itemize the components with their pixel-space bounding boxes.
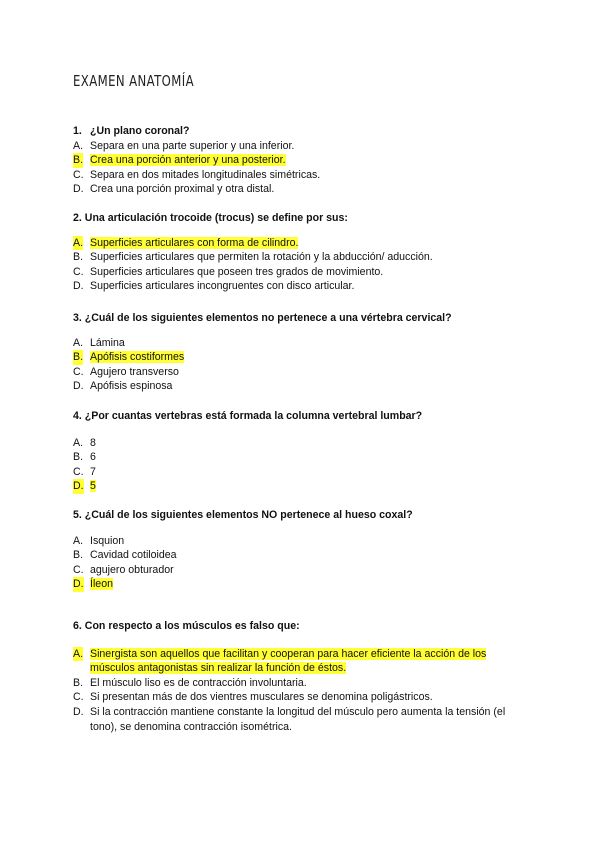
option-text: Crea una porción proximal y otra distal. bbox=[90, 183, 275, 196]
option-text: Isquion bbox=[90, 534, 125, 547]
option-text: Si la contracción mantiene constante la longitud del músculo pero aumenta la tensión (el tono), se denomina contracción isométrica. bbox=[90, 706, 506, 733]
option-a bbox=[73, 236, 533, 251]
option-text: Apófisis espinosa bbox=[90, 380, 173, 393]
option-letter: A. bbox=[73, 336, 84, 349]
question-3 bbox=[73, 311, 533, 394]
option-letter: D. bbox=[73, 578, 84, 591]
option-a bbox=[73, 336, 533, 351]
option-d bbox=[73, 379, 533, 394]
option-text: 6 bbox=[90, 451, 96, 464]
option-letter: C. bbox=[73, 265, 84, 278]
option-text: Superficies articulares incongruentes con disco articular. bbox=[90, 280, 355, 293]
option-list bbox=[73, 534, 533, 592]
option-text: 8 bbox=[90, 436, 96, 449]
option-letter: C. bbox=[73, 365, 84, 378]
question-heading bbox=[73, 211, 533, 226]
option-c bbox=[73, 265, 533, 280]
option-b bbox=[73, 350, 533, 365]
option-letter: D. bbox=[73, 183, 84, 196]
question-number: 4. bbox=[73, 410, 82, 422]
option-text: Íleon bbox=[90, 578, 113, 591]
question-heading bbox=[73, 409, 533, 424]
question-2 bbox=[73, 211, 533, 294]
option-letter: B. bbox=[73, 154, 84, 167]
question-heading bbox=[73, 619, 533, 634]
option-b bbox=[73, 548, 533, 563]
question-text: ¿Cuál de los siguientes elementos no pertenece a una vértebra cervical? bbox=[84, 312, 452, 324]
question-text: ¿Cuál de los siguientes elementos NO pertenece al hueso coxal? bbox=[84, 509, 413, 521]
question-number: 2. bbox=[73, 212, 82, 224]
option-text: El músculo liso es de contracción involuntaria. bbox=[90, 676, 307, 689]
option-d bbox=[73, 279, 533, 294]
option-text: Superficies articulares que permiten la rotación y la abducción/ aducción. bbox=[90, 251, 433, 264]
option-list bbox=[73, 139, 533, 197]
option-letter: B. bbox=[73, 251, 84, 264]
option-letter: A. bbox=[73, 534, 84, 547]
option-letter: D. bbox=[73, 280, 84, 293]
option-c bbox=[73, 563, 533, 578]
option-letter: A. bbox=[73, 236, 84, 249]
question-number: 1. bbox=[73, 125, 82, 137]
option-text: Si presentan más de dos vientres musculares se denomina poligástricos. bbox=[90, 691, 433, 704]
option-b bbox=[73, 250, 533, 265]
option-text: Separa en una parte superior y una inferior. bbox=[90, 139, 295, 152]
question-6 bbox=[73, 619, 533, 734]
option-letter: C. bbox=[73, 168, 84, 181]
option-letter: A. bbox=[73, 436, 84, 449]
option-list bbox=[73, 436, 533, 494]
option-text: Superficies articulares con forma de cilindro. bbox=[90, 236, 299, 249]
option-text: Apófisis costiformes bbox=[90, 351, 185, 364]
option-a bbox=[73, 436, 533, 451]
option-letter: D. bbox=[73, 380, 84, 393]
question-4 bbox=[73, 409, 533, 494]
option-c bbox=[73, 690, 528, 705]
question-text: ¿Por cuantas vertebras está formada la columna vertebral lumbar? bbox=[84, 410, 423, 422]
option-c bbox=[73, 465, 533, 480]
option-text: Sinergista son aquellos que facilitan y cooperan para hacer eficiente la acción de los músculos antagonistas sin realizar la función de éstos. bbox=[90, 647, 487, 675]
option-list bbox=[73, 336, 533, 394]
option-text: Crea una porción anterior y una posterior. bbox=[90, 154, 286, 167]
option-d bbox=[73, 705, 528, 734]
option-c bbox=[73, 168, 533, 183]
option-text: Superficies articulares que poseen tres grados de movimiento. bbox=[90, 265, 384, 278]
option-letter: C. bbox=[73, 465, 84, 478]
option-letter: B. bbox=[73, 549, 84, 562]
option-a bbox=[73, 647, 528, 676]
question-number: 5. bbox=[73, 509, 82, 521]
option-a bbox=[73, 139, 533, 154]
option-text: agujero obturador bbox=[90, 563, 174, 576]
option-text: Cavidad cotiloidea bbox=[90, 549, 177, 562]
option-d bbox=[73, 479, 533, 494]
option-text: Separa en dos mitades longitudinales simétricas. bbox=[90, 168, 321, 181]
option-b bbox=[73, 450, 533, 465]
option-a bbox=[73, 534, 533, 549]
question-heading bbox=[73, 311, 533, 326]
question-text: Con respecto a los músculos es falso que: bbox=[84, 620, 300, 632]
option-list bbox=[73, 236, 533, 294]
option-letter: D. bbox=[73, 706, 84, 719]
option-letter: B. bbox=[73, 351, 84, 364]
option-letter: C. bbox=[73, 563, 84, 576]
option-d bbox=[73, 577, 533, 592]
option-letter: A. bbox=[73, 139, 84, 152]
question-heading bbox=[73, 124, 533, 139]
option-text: 5 bbox=[90, 480, 96, 493]
page-title: EXAMEN ANATOMÍA bbox=[73, 72, 194, 90]
question-text: ¿Un plano coronal? bbox=[90, 125, 190, 137]
option-letter: B. bbox=[73, 451, 84, 464]
option-text: 7 bbox=[90, 465, 96, 478]
question-number: 6. bbox=[73, 620, 82, 632]
question-heading bbox=[73, 508, 533, 523]
question-5 bbox=[73, 508, 533, 592]
option-d bbox=[73, 182, 533, 197]
question-1 bbox=[73, 124, 533, 197]
option-text: Agujero transverso bbox=[90, 365, 179, 378]
option-b bbox=[73, 676, 528, 691]
option-list bbox=[73, 647, 528, 735]
question-number: 3. bbox=[73, 312, 82, 324]
option-letter: A. bbox=[73, 647, 84, 660]
option-b bbox=[73, 153, 533, 168]
option-letter: B. bbox=[73, 676, 84, 689]
question-text: Una articulación trocoide (trocus) se define por sus: bbox=[84, 212, 348, 224]
option-letter: C. bbox=[73, 691, 84, 704]
option-letter: D. bbox=[73, 480, 84, 493]
option-text: Lámina bbox=[90, 336, 125, 349]
option-c bbox=[73, 365, 533, 380]
